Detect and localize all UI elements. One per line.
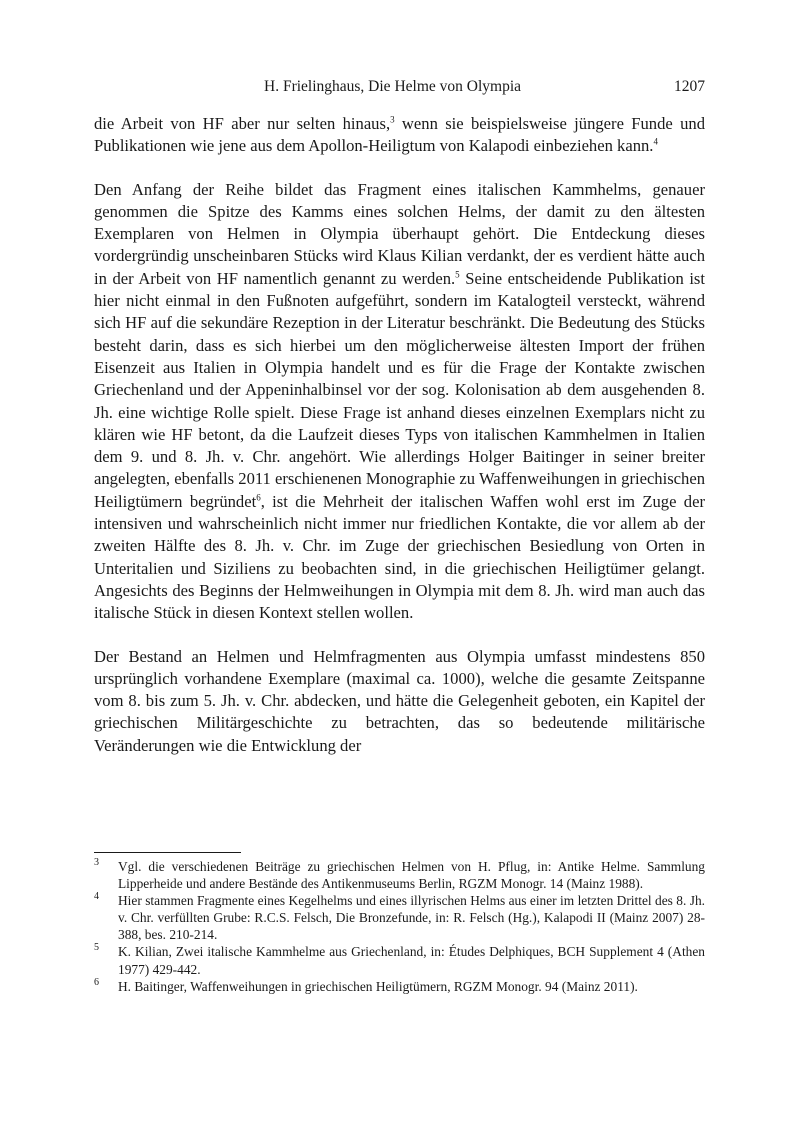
footnote-number: 6 xyxy=(94,976,99,988)
footnote-text: K. Kilian, Zwei italische Kammhelme aus Griechenland, in: Études Delphiques, BCH Supplement 4 (Athen 1977) 429-442. xyxy=(118,944,705,977)
paragraph-3: Der Bestand an Helmen und Helmfragmenten aus Olympia umfasst mindestens 850 ursprünglich vorhandene Exemplare (maximal ca. 1000), welche die gesamte Zeitspanne vom 8. bis zum 5. Jh. v. Chr. abdecken, und hätte die Gelegenheit geboten, ein Kapitel der griechischen Militärgeschichte zu betrachten, das so bedeutende militärische Veränderungen wie die Entwicklung der xyxy=(94,646,705,755)
paragraph-1 xyxy=(94,113,705,158)
footnote-3 xyxy=(94,858,705,892)
running-title: H. Frielinghaus, Die Helme von Olympia xyxy=(264,78,521,95)
footnote-4 xyxy=(94,892,705,943)
paragraph-2-text-a: Den Anfang der Reihe bildet das Fragment eines italischen Kammhelms, genauer genommen die Spitze des Kamms eines solchen Helms, der damit zu den ältesten Exemplaren von Helmen in Olympia überhaupt gehört. Die Entdeckung dieses vordergründig unscheinbaren Stücks wird Klaus Kilian verdankt, der es verdient hätte auch in der Arbeit von HF namentlich genannt zu werden. xyxy=(94,179,705,288)
footnote-ref-3[interactable]: 3 xyxy=(390,114,395,125)
footnotes xyxy=(94,858,705,995)
paragraph-2-text-b: Seine entscheidende Publikation ist hier nicht einmal in den Fußnoten aufgeführt, sondern im Katalogteil versteckt, während sich HF auf die sekundäre Rezeption in der Literatur beschränkt. Die Bedeutung des Stücks besteht darin, dass es sich hierbei um den möglicherweise ältesten Import der frühen Eisenzeit aus Italien in Olympia handelt und es für die Frage der Kontakte zwischen Griechenland und der Appeninhalbinsel vor der sog. Kolonisation ab dem ausgehenden 8. Jh. eine wichtige Rolle spielt. Diese Frage ist anhand dieses einzelnen Exemplars nicht zu klären wie HF betont, da die Laufzeit dieses Typs von italischen Kammhelmen in Italien dem 9. und 8. Jh. v. Chr. angehört. Wie allerdings Holger Baitinger in seiner breiter angelegten, ebenfalls 2011 erschienenen Monographie zu Waffenweihungen in griechischen Heiligtümern begründet xyxy=(94,268,705,511)
paragraph-2-text-c: , ist die Mehrheit der italischen Waffen wohl erst im Zuge der intensiven und wahrscheinlich nicht immer nur friedlichen Kontakte, die vor allem ab der zweiten Hälfte des 8. Jh. v. Chr. im Zuge der griechischen Besiedlung von Orten in Unteritalien und Siziliens zu beobachten sind, in die griechischen Heiligtümer gelangt. Angesichts des Beginns der Helmweihungen in Olympia mit dem 8. Jh. wird man auch das italische Stück in diesen Kontext stellen wollen. xyxy=(94,491,705,623)
footnote-5 xyxy=(94,943,705,977)
paragraph-2 xyxy=(94,179,705,625)
footnote-ref-5[interactable]: 5 xyxy=(455,269,460,280)
running-head xyxy=(94,78,705,102)
footnote-number: 3 xyxy=(94,857,99,868)
footnote-text: H. Baitinger, Waffenweihungen in griechischen Heiligtümern, RGZM Monogr. 94 (Mainz 2011). xyxy=(118,978,638,994)
footnote-ref-6[interactable]: 6 xyxy=(256,492,261,503)
footnote-number: 5 xyxy=(94,942,99,954)
footnote-text: Vgl. die verschiedenen Beiträge zu griechischen Helmen von H. Pflug, in: Antike Helme. Sammlung Lipperheide und andere Bestände des Antikenmuseums Berlin, RGZM Monogr. 14 (Mainz 1988). xyxy=(118,859,705,892)
page-number: 1207 xyxy=(674,78,705,95)
footnote-number: 4 xyxy=(94,891,99,903)
footnote-6 xyxy=(94,978,705,995)
body-text xyxy=(94,113,705,778)
footnote-separator xyxy=(94,852,241,853)
paragraph-1-text-b: wenn sie beispielsweise jüngere Funde und Publikationen wie jene aus dem Apollon-Heiligtum von Kalapodi einbeziehen kann. xyxy=(94,114,705,156)
paragraph-1-text-a: die Arbeit von HF aber nur selten hinaus, xyxy=(94,114,391,133)
footnote-text: Hier stammen Fragmente eines Kegelhelms und eines illyrischen Helms aus einer im letzten Drittel des 8. Jh. v. Chr. verfüllten Grube: R.C.S. Felsch, Die Bronzefunde, in: R. Felsch (Hg.), Kalapodi II (Mainz 2007) 28-388, bes. 210-214. xyxy=(118,893,705,943)
footnote-ref-4[interactable]: 4 xyxy=(653,136,658,147)
